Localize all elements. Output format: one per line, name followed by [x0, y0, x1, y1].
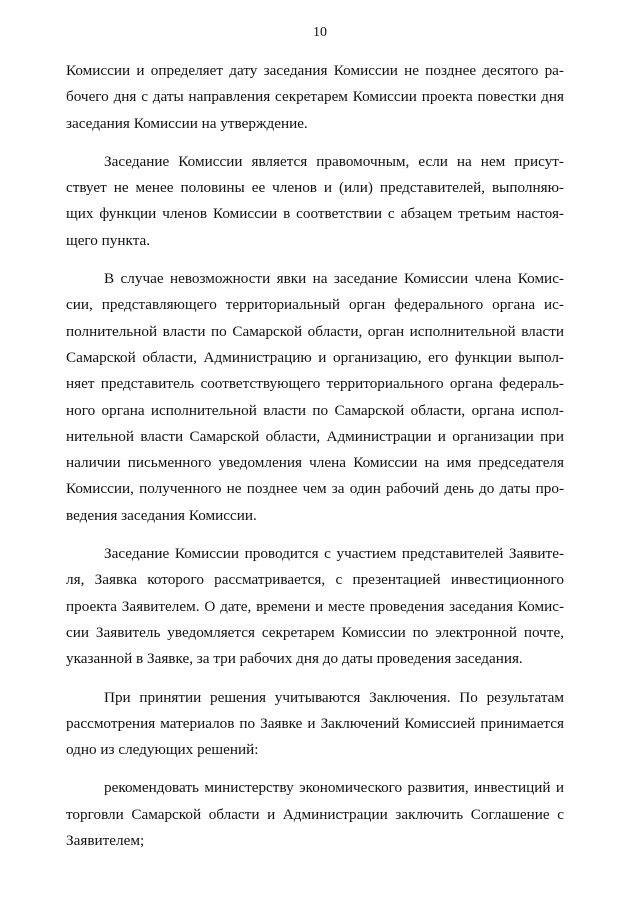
text-line: Самарской области, Администрацию и организацию, его функции выпол- — [66, 348, 564, 366]
paragraph — [66, 541, 564, 672]
text-line: бочего дня с даты направления секретарем Комиссии проекта повестки дня — [66, 88, 564, 106]
text-line: ствует не менее половины ее членов и (или) представителей, выполняю- — [66, 179, 564, 197]
text-line: ного органа исполнительной власти по Самарской области, органа испол- — [66, 401, 564, 419]
text-line: няет представитель соответствующего территориального органа федераль- — [66, 375, 564, 393]
text-line: рекомендовать министерству экономического развития, инвестиций и — [104, 779, 564, 797]
text-line: В случае невозможности явки на заседание Комиссии члена Комис- — [104, 270, 564, 288]
text-line: нительной власти Самарской области, Администрации и организации при — [66, 427, 564, 445]
text-line: одно из следующих решений: — [66, 741, 259, 759]
text-line: наличии письменного уведомления члена Комиссии на имя председателя — [66, 454, 564, 472]
text-line: сии Заявитель уведомляется секретарем Комиссии по электронной почте, — [66, 623, 564, 641]
text-line: ведения заседания Комиссии. — [66, 506, 257, 524]
text-line: Комиссии, полученного не позднее чем за один рабочий день до даты про- — [66, 480, 564, 498]
text-line: При принятии решения учитываются Заключения. По результатам — [104, 688, 564, 706]
text-line: Заседание Комиссии является правомочным, если на нем присут- — [104, 152, 564, 170]
paragraph — [66, 685, 564, 764]
paragraph — [66, 149, 564, 254]
text-line: щего пункта. — [66, 231, 151, 249]
text-line: указанной в Заявке, за три рабочих дня до даты проведения заседания. — [66, 650, 523, 668]
document-body — [66, 58, 564, 866]
page-number: 10 — [313, 25, 327, 40]
text-line: сии, представляющего территориальный орган федерального органа ис- — [66, 296, 564, 314]
text-line: Заседание Комиссии проводится с участием представителей Заявите- — [104, 545, 564, 563]
text-line: торговли Самарской области и Администрации заключить Соглашение с — [66, 805, 564, 823]
text-line: рассмотрения материалов по Заявке и Заключений Комиссией принимается — [66, 714, 564, 732]
paragraph — [66, 58, 564, 137]
text-line: заседания Комиссии на утверждение. — [66, 114, 308, 132]
text-line: щих функции членов Комиссии в соответствии с абзацем третьим настоя- — [66, 205, 564, 223]
paragraph — [66, 266, 564, 529]
text-line: ля, Заявка которого рассматривается, с презентацией инвестиционного — [66, 571, 564, 589]
text-line: Комиссии и определяет дату заседания Комиссии не позднее десятого ра- — [66, 62, 564, 79]
text-line: Заявителем; — [66, 832, 145, 850]
text-line: проекта Заявителем. О дате, времени и месте проведения заседания Комис- — [66, 597, 564, 615]
text-line: полнительной власти по Самарской области, орган исполнительной власти — [66, 322, 564, 340]
paragraph — [66, 775, 564, 854]
